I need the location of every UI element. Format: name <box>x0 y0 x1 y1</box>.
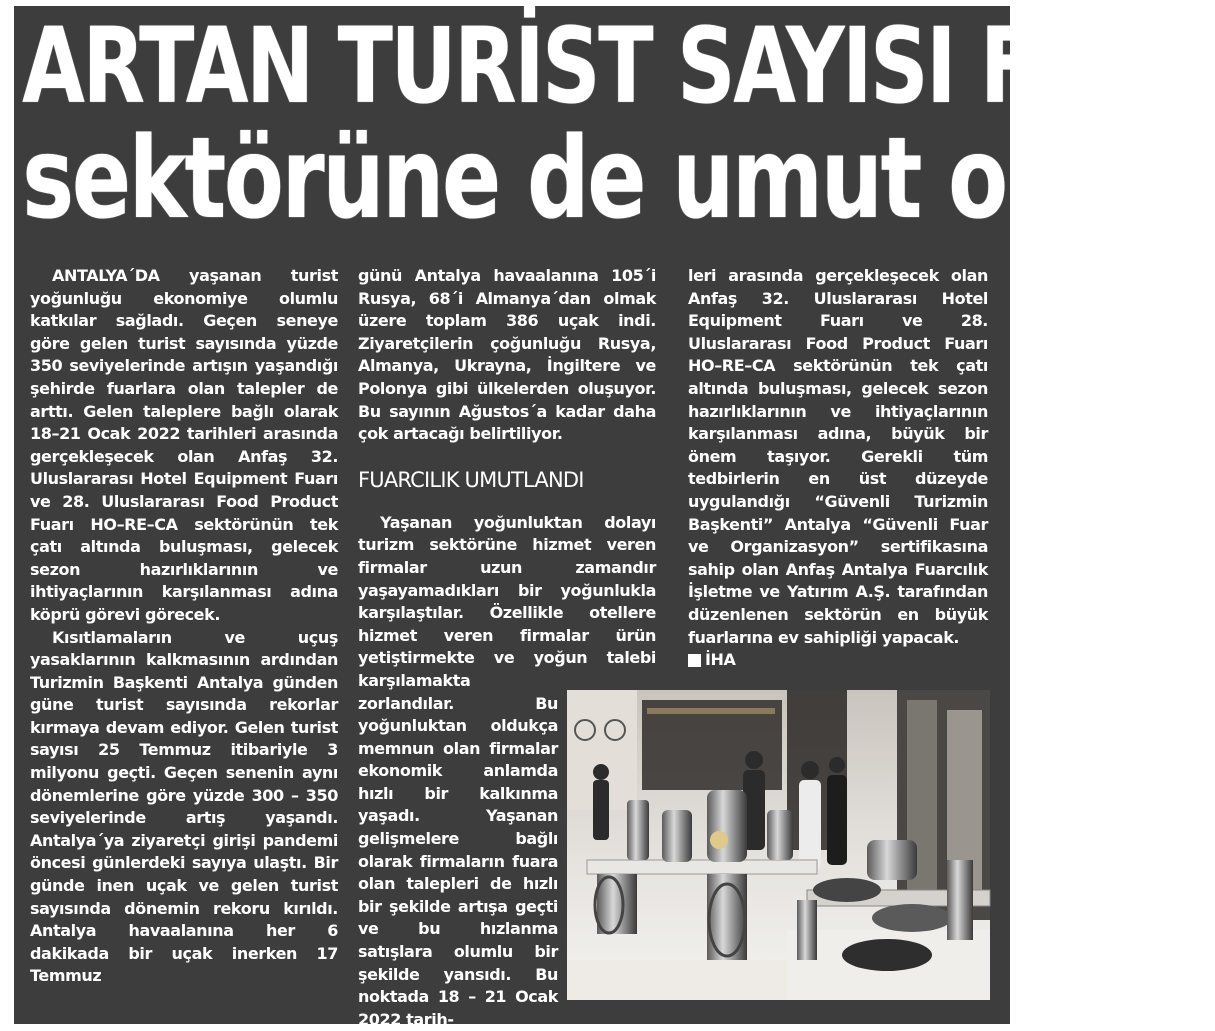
source-label: İHA <box>705 650 736 670</box>
square-bullet-icon <box>688 654 701 667</box>
paragraph: leri arasında gerçekleşecek olan Anfaş 32. Uluslararası Hotel Equipment Fuarı ve 28. Uluslararası Food Product Fuarı HO–RE–CA sektörünün tek çatı altında buluşması, gelecek sezon hazırlıklarının ve ihtiyaçlarının karşılanması adına, büyük bir önem taşıyor. Gerekli tüm tedbirlerin en üst düzeyde uygulandığı “Güvenli Turizmin Başkenti” Antalya “Güvenli Fuar ve Organizasyon” sertifikasına sahip olan Anfaş Antalya Fuarcılık İşletme ve Yatırım A.Ş. tarafından düzenlenen sektörün en büyük fuarlarına ev sahipliği yapacak. <box>688 266 988 647</box>
subheading: FUARCILIK UMUTLANDI <box>358 467 584 492</box>
paragraph: ANTALYA´DA yaşanan turist yoğunluğu ekonomiye olumlu katkılar sağladı. Geçen seneye göre gelen turist sayısında yüzde 350 seviyelerinde artışın yaşandığı şehirde fuarlara olan talepler de arttı. Gelen taleplere bağlı olarak 18–21 Ocak 2022 tarihleri arasında gerçekleşecek olan Anfaş 32. Uluslararası Hotel Equipment Fuarı ve 28. Uluslararası Food Product Fuarı HO–RE–CA sektörünün tek çatı altında buluşması, gelecek sezon hazırlıklarının ve ihtiyaçlarının karşılanması adına köprü görevi görecek. <box>30 266 338 624</box>
paragraph: zorlandılar. Bu yoğunluktan oldukça memnun olan firmalar ekonomik anlamda hızlı bir kalkınma yaşadı. Yaşanan gelişmelere bağlı olarak firmaların fuara olan talepleri de hızlı bir şekilde artışa geçti ve bu hızlanma satışlara olumlu bir şekilde yansıdı. Bu noktada 18 – 21 Ocak 2022 tarih- <box>358 693 558 1029</box>
fair-photo <box>567 690 990 1000</box>
headline-line-1: ARTAN TURİST SAYISI FUAR <box>22 5 1215 127</box>
article-column-3 <box>688 265 988 672</box>
paragraph: Yaşanan yoğunluktan dolayı turizm sektörüne hizmet veren firmalar uzun zamandır yaşayamadıkları bir yoğunlukla karşılaştılar. Özellikle otellere hizmet veren firmalar ürün yetiştirmekte ve yoğun talebi karşılamakta <box>358 512 656 690</box>
paragraph: günü Antalya havaalanına 105´i Rusya, 68´i Almanya´dan olmak üzere toplam 386 uçak indi. Ziyaretçilerin çoğunluğu Rusya, Almanya, Ukrayna, İngiltere ve Polonya gibi ülkelerden oluşuyor. Bu sayının Ağustos´a kadar daha çok artacağı belirtiliyor. <box>358 266 656 444</box>
paragraph: Kısıtlamaların ve uçuş yasaklarının kalkmasının ardından Turizmin Başkenti Antalya günden güne turist sayısında rekorlar kırmaya devam ediyor. Gelen turist sayısı 25 Temmuz itibariyle 3 milyonu geçti. Geçen senenin aynı dönemlerine göre yüzde 300 – 350 seviyelerinde artış yaşandı. Antalya´ya ziyaretçi girişi pandemi öncesi günlerdeki sayıya ulaştı. Bir günde inen uçak ve gelen turist sayısında dönemin rekoru kırıldı. Antalya havaalanına her 6 dakikada bir uçak inerken 17 Temmuz <box>30 627 338 986</box>
trade-fair-booth-image <box>567 690 990 1000</box>
headline-line-2: sektörüne de umut oldu <box>22 114 1154 244</box>
source-signature <box>688 649 988 672</box>
headline <box>22 5 1215 244</box>
article-column-1 <box>30 265 338 988</box>
